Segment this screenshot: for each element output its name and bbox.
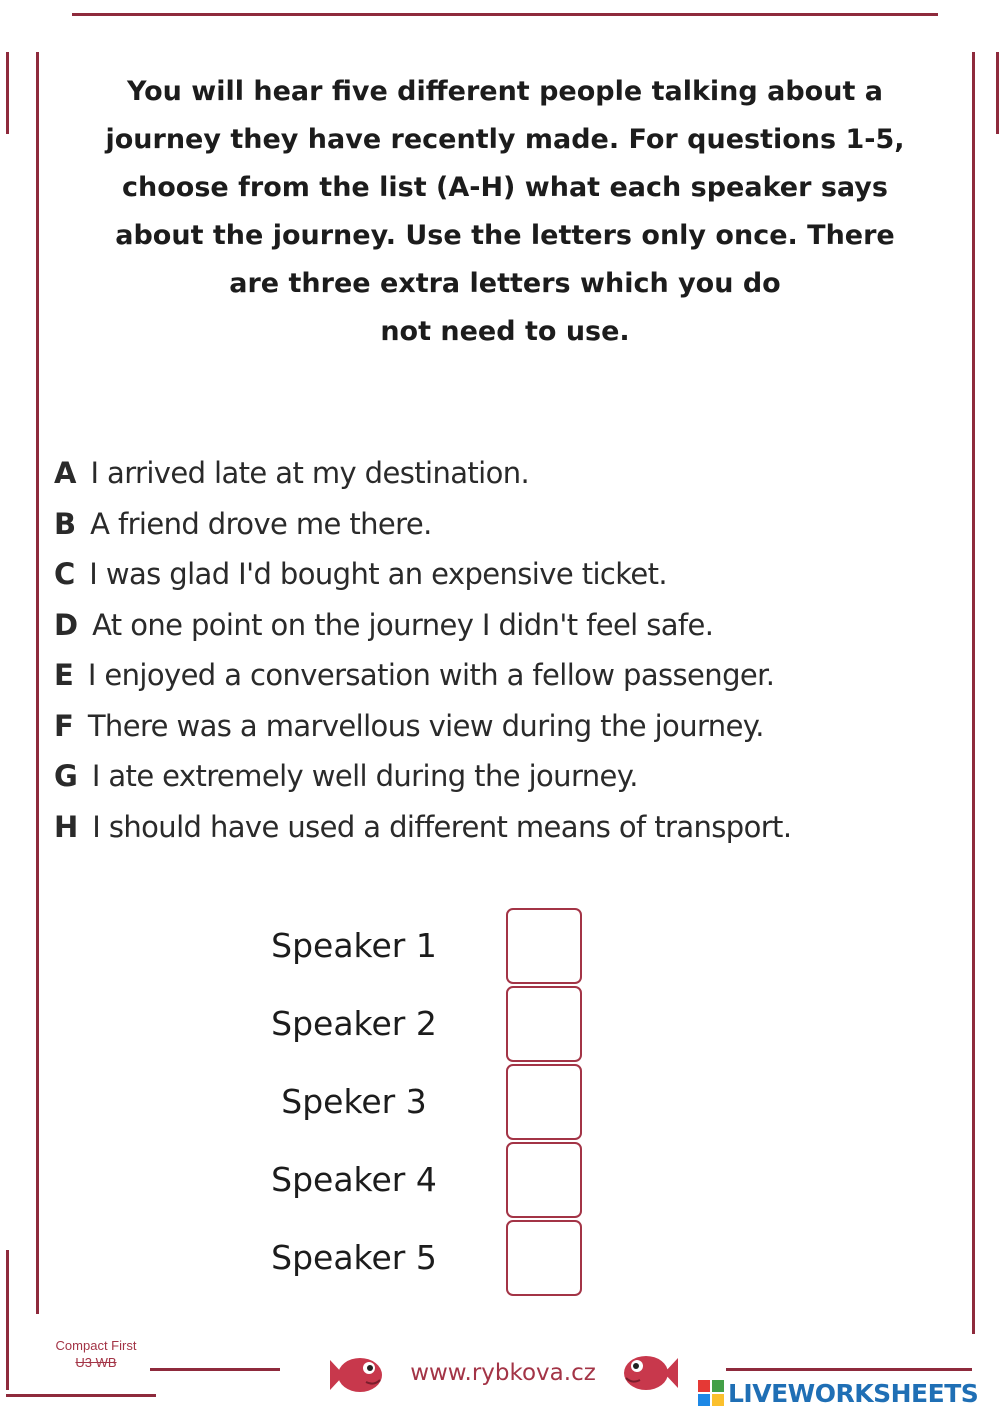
option-letter: H <box>54 809 79 844</box>
source-note <box>44 1337 148 1371</box>
option-item <box>54 600 974 651</box>
instruction-line: choose from the list (A-H) what each speaker says <box>122 172 888 203</box>
option-text: At one point on the journey I didn't feel safe. <box>92 607 714 642</box>
website-link[interactable]: www.rybkova.cz <box>410 1360 596 1386</box>
option-letter: F <box>54 708 74 743</box>
option-letter: D <box>54 607 79 642</box>
instruction-line: journey they have recently made. For questions 1-5, <box>105 124 905 155</box>
option-text: I was glad I'd bought an expensive ticket. <box>89 557 668 591</box>
option-letter: G <box>54 759 78 793</box>
option-letter: B <box>54 506 77 541</box>
option-item <box>54 499 974 550</box>
option-text: A friend drove me there. <box>90 506 432 541</box>
liveworksheets-brand-text: LIVEWORKSHEETS <box>728 1378 979 1408</box>
speaker-label: Speker 3 <box>281 1082 427 1121</box>
option-item <box>54 650 974 701</box>
fish-icon <box>620 1350 686 1396</box>
liveworksheets-logo-icon <box>698 1380 724 1406</box>
answer-options-list <box>54 448 974 852</box>
instructions-text <box>60 68 950 356</box>
right-corner-accent-top <box>996 52 999 134</box>
option-item <box>54 802 974 853</box>
speaker-label: Speaker 4 <box>271 1160 437 1199</box>
option-letter: A <box>54 456 77 490</box>
left-border-line <box>36 52 39 1314</box>
speaker-label: Speaker 1 <box>271 926 437 965</box>
option-text: There was a marvellous view during the journey. <box>87 708 764 743</box>
speaker-answer-box[interactable] <box>506 1142 582 1218</box>
option-item <box>54 448 974 499</box>
speaker-answer-box[interactable] <box>506 1064 582 1140</box>
top-border-line <box>72 13 938 16</box>
source-line-1: Compact First <box>55 1338 137 1353</box>
bottom-right-line <box>726 1368 972 1371</box>
speaker-label: Speaker 5 <box>271 1238 437 1277</box>
option-item <box>54 549 974 600</box>
speaker-answer-box[interactable] <box>506 1220 582 1296</box>
left-corner-accent-top <box>6 52 9 134</box>
instruction-line: are three extra letters which you do <box>229 268 781 299</box>
fish-icon <box>322 1352 386 1398</box>
speaker-label: Speaker 2 <box>271 1004 437 1043</box>
option-item <box>54 751 974 802</box>
option-letter: C <box>54 557 76 591</box>
left-corner-accent-bottom <box>6 1250 9 1390</box>
instruction-line: You will hear five different people talking about a <box>127 76 883 107</box>
option-text: I enjoyed a conversation with a fellow passenger. <box>87 658 775 692</box>
option-text: I should have used a different means of transport. <box>92 809 792 844</box>
option-text: I ate extremely well during the journey. <box>91 759 638 793</box>
instruction-line: not need to use. <box>380 316 630 347</box>
instruction-line: about the journey. Use the letters only once. There <box>115 220 895 251</box>
source-line-2: U3 WB <box>75 1355 117 1370</box>
speaker-answer-box[interactable] <box>506 908 582 984</box>
bottom-left-line-short <box>150 1368 280 1371</box>
speaker-answer-box[interactable] <box>506 986 582 1062</box>
option-item <box>54 701 974 752</box>
bottom-left-line <box>6 1394 156 1397</box>
option-text: I arrived late at my destination. <box>90 456 530 490</box>
option-letter: E <box>54 658 74 692</box>
liveworksheets-logo <box>698 1376 978 1410</box>
